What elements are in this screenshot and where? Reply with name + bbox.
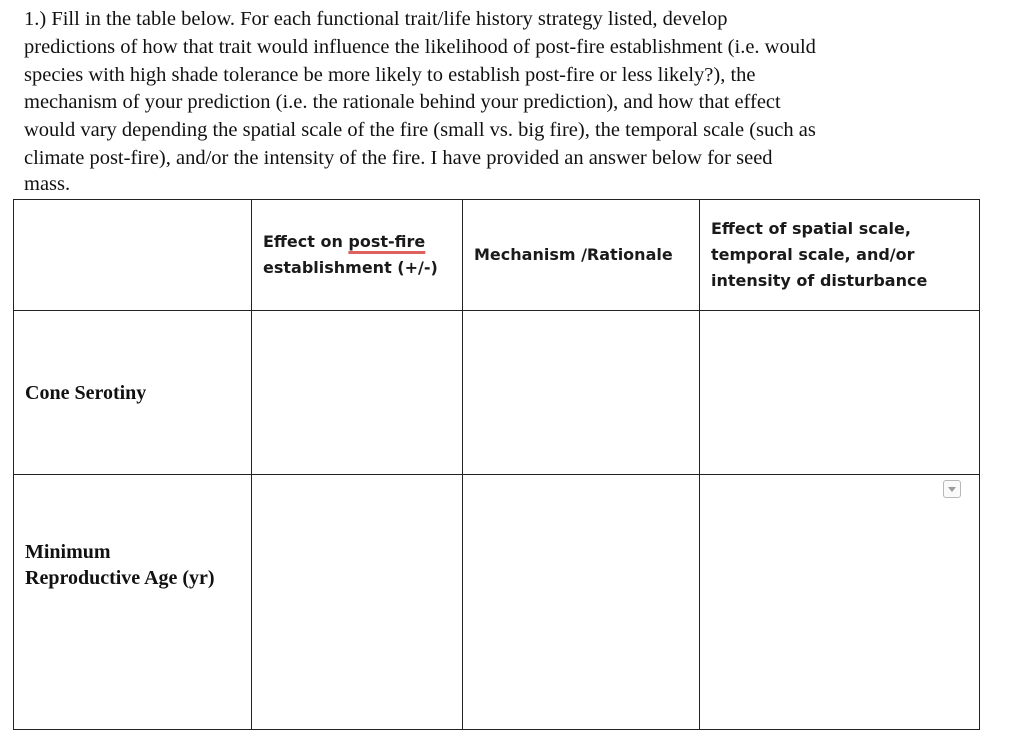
header-blank-cell (14, 200, 252, 311)
prompt-line: mechanism of your prediction (i.e. the rationale behind your prediction), and how that effect (24, 91, 781, 114)
cell-effect-input[interactable] (252, 475, 463, 730)
spellcheck-word[interactable]: post-fire (348, 232, 426, 251)
header-scale-line3: intensity of disturbance (711, 271, 928, 290)
cell-scale-input[interactable] (700, 475, 980, 730)
cell-dropdown-button[interactable] (943, 480, 961, 498)
prompt-line: predictions of how that trait would influence the likelihood of post-fire establishment (i.e. would (24, 35, 816, 58)
table-row (14, 311, 980, 475)
prompt-line: 1.) Fill in the table below. For each functional trait/life history strategy listed, develop (24, 8, 728, 30)
table-row (14, 475, 980, 730)
header-effect-line2: establishment (+/-) (263, 258, 438, 277)
header-effect-prefix: Effect on (263, 232, 349, 251)
prompt-line: climate post-fire), and/or the intensity of the fire. I have provided an answer below for seed (24, 146, 773, 169)
chevron-down-icon (948, 487, 956, 492)
cell-mechanism-input[interactable] (463, 475, 700, 730)
prompt-line: species with high shade tolerance be more likely to establish post-fire or less likely?), the (24, 63, 756, 86)
cell-scale-input[interactable] (700, 311, 980, 475)
header-scale-line2: temporal scale, and/or (711, 245, 915, 264)
cell-effect-input[interactable] (252, 311, 463, 475)
header-scale-line1: Effect of spatial scale, (711, 219, 911, 238)
table-header-row (14, 200, 980, 311)
cell-mechanism-input[interactable] (463, 311, 700, 475)
question-prompt (24, 6, 984, 195)
prompt-line: mass. (24, 172, 71, 195)
header-effect-on-establishment (252, 200, 463, 311)
trait-table-container (13, 199, 980, 730)
row-label-cone-serotiny: Cone Serotiny (14, 311, 252, 475)
row-label-min-reproductive-age: Minimum Reproductive Age (yr) (14, 475, 252, 730)
trait-table (13, 199, 980, 730)
header-scale-effect (700, 200, 980, 311)
header-mechanism-rationale: Mechanism /Rationale (463, 200, 700, 311)
prompt-line: would vary depending the spatial scale of the fire (small vs. big fire), the temporal scale (such as (24, 119, 816, 142)
